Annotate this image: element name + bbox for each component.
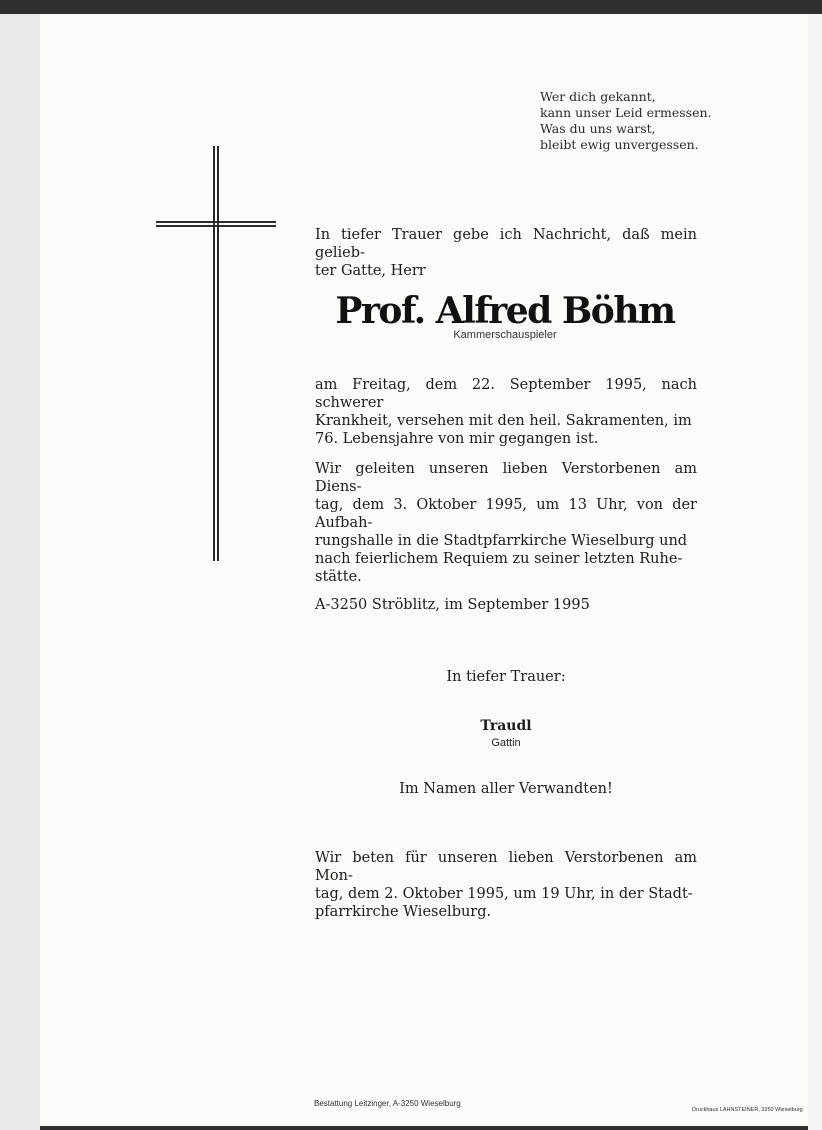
cross-icon-vertical-bar <box>213 146 219 561</box>
prayer-paragraph <box>315 849 697 921</box>
intro-line: In tiefer Trauer gebe ich Nachricht, daß mein gelieb- <box>315 227 697 261</box>
motto-line: Wer dich gekannt, <box>540 89 656 104</box>
funeral-paragraph <box>315 460 697 586</box>
deceased-name: Prof. Alfred Böhm <box>335 290 675 332</box>
death-notice-line: 76. Lebensjahre von mir gegangen ist. <box>315 431 599 447</box>
death-notice-line: am Freitag, dem 22. September 1995, nach schwerer <box>315 377 697 411</box>
printer-footer: Druckhaus LAHNSTEINER, 3250 Wieselburg <box>692 1107 803 1113</box>
intro-paragraph <box>315 226 697 280</box>
cross-icon-horizontal-bar <box>156 221 276 227</box>
prayer-line: Wir beten für unseren lieben Verstorbenen am Mon- <box>315 850 697 884</box>
deceased-profession: Kammerschauspieler <box>453 329 557 341</box>
mourning-label: In tiefer Trauer: <box>446 669 566 685</box>
scan-left-edge <box>0 14 40 1130</box>
death-notice-line: Krankheit, versehen mit den heil. Sakramenten, im <box>315 413 692 429</box>
funeral-line: stätte. <box>315 569 362 585</box>
funeral-line: nach feierlichem Requiem zu seiner letzten Ruhe- <box>315 551 683 567</box>
motto-poem <box>540 89 712 153</box>
funeral-line: tag, dem 3. Oktober 1995, um 13 Uhr, von der Aufbah- <box>315 497 697 531</box>
death-notice-paragraph <box>315 376 697 448</box>
obituary-page <box>40 14 808 1126</box>
place-date: A-3250 Ströblitz, im September 1995 <box>315 597 590 613</box>
mourner-name: Traudl <box>480 718 532 734</box>
funeral-line: Wir geleiten unseren lieben Verstorbenen am Diens- <box>315 461 697 495</box>
motto-line: bleibt ewig unvergessen. <box>540 137 699 152</box>
motto-line: Was du uns warst, <box>540 121 656 136</box>
funeral-line: rungshalle in die Stadtpfarrkirche Wieselburg und <box>315 533 688 549</box>
prayer-line: tag, dem 2. Oktober 1995, um 19 Uhr, in der Stadt- <box>315 886 693 902</box>
undertaker-footer: Bestattung Leitzinger, A-3250 Wieselburg <box>314 1099 461 1108</box>
prayer-line: pfarrkirche Wieselburg. <box>315 904 492 920</box>
mourner-relation: Gattin <box>491 737 521 749</box>
scan-right-edge <box>808 14 822 1130</box>
relatives-line: Im Namen aller Verwandten! <box>399 781 613 797</box>
intro-line: ter Gatte, Herr <box>315 263 426 279</box>
motto-line: kann unser Leid ermessen. <box>540 105 712 120</box>
